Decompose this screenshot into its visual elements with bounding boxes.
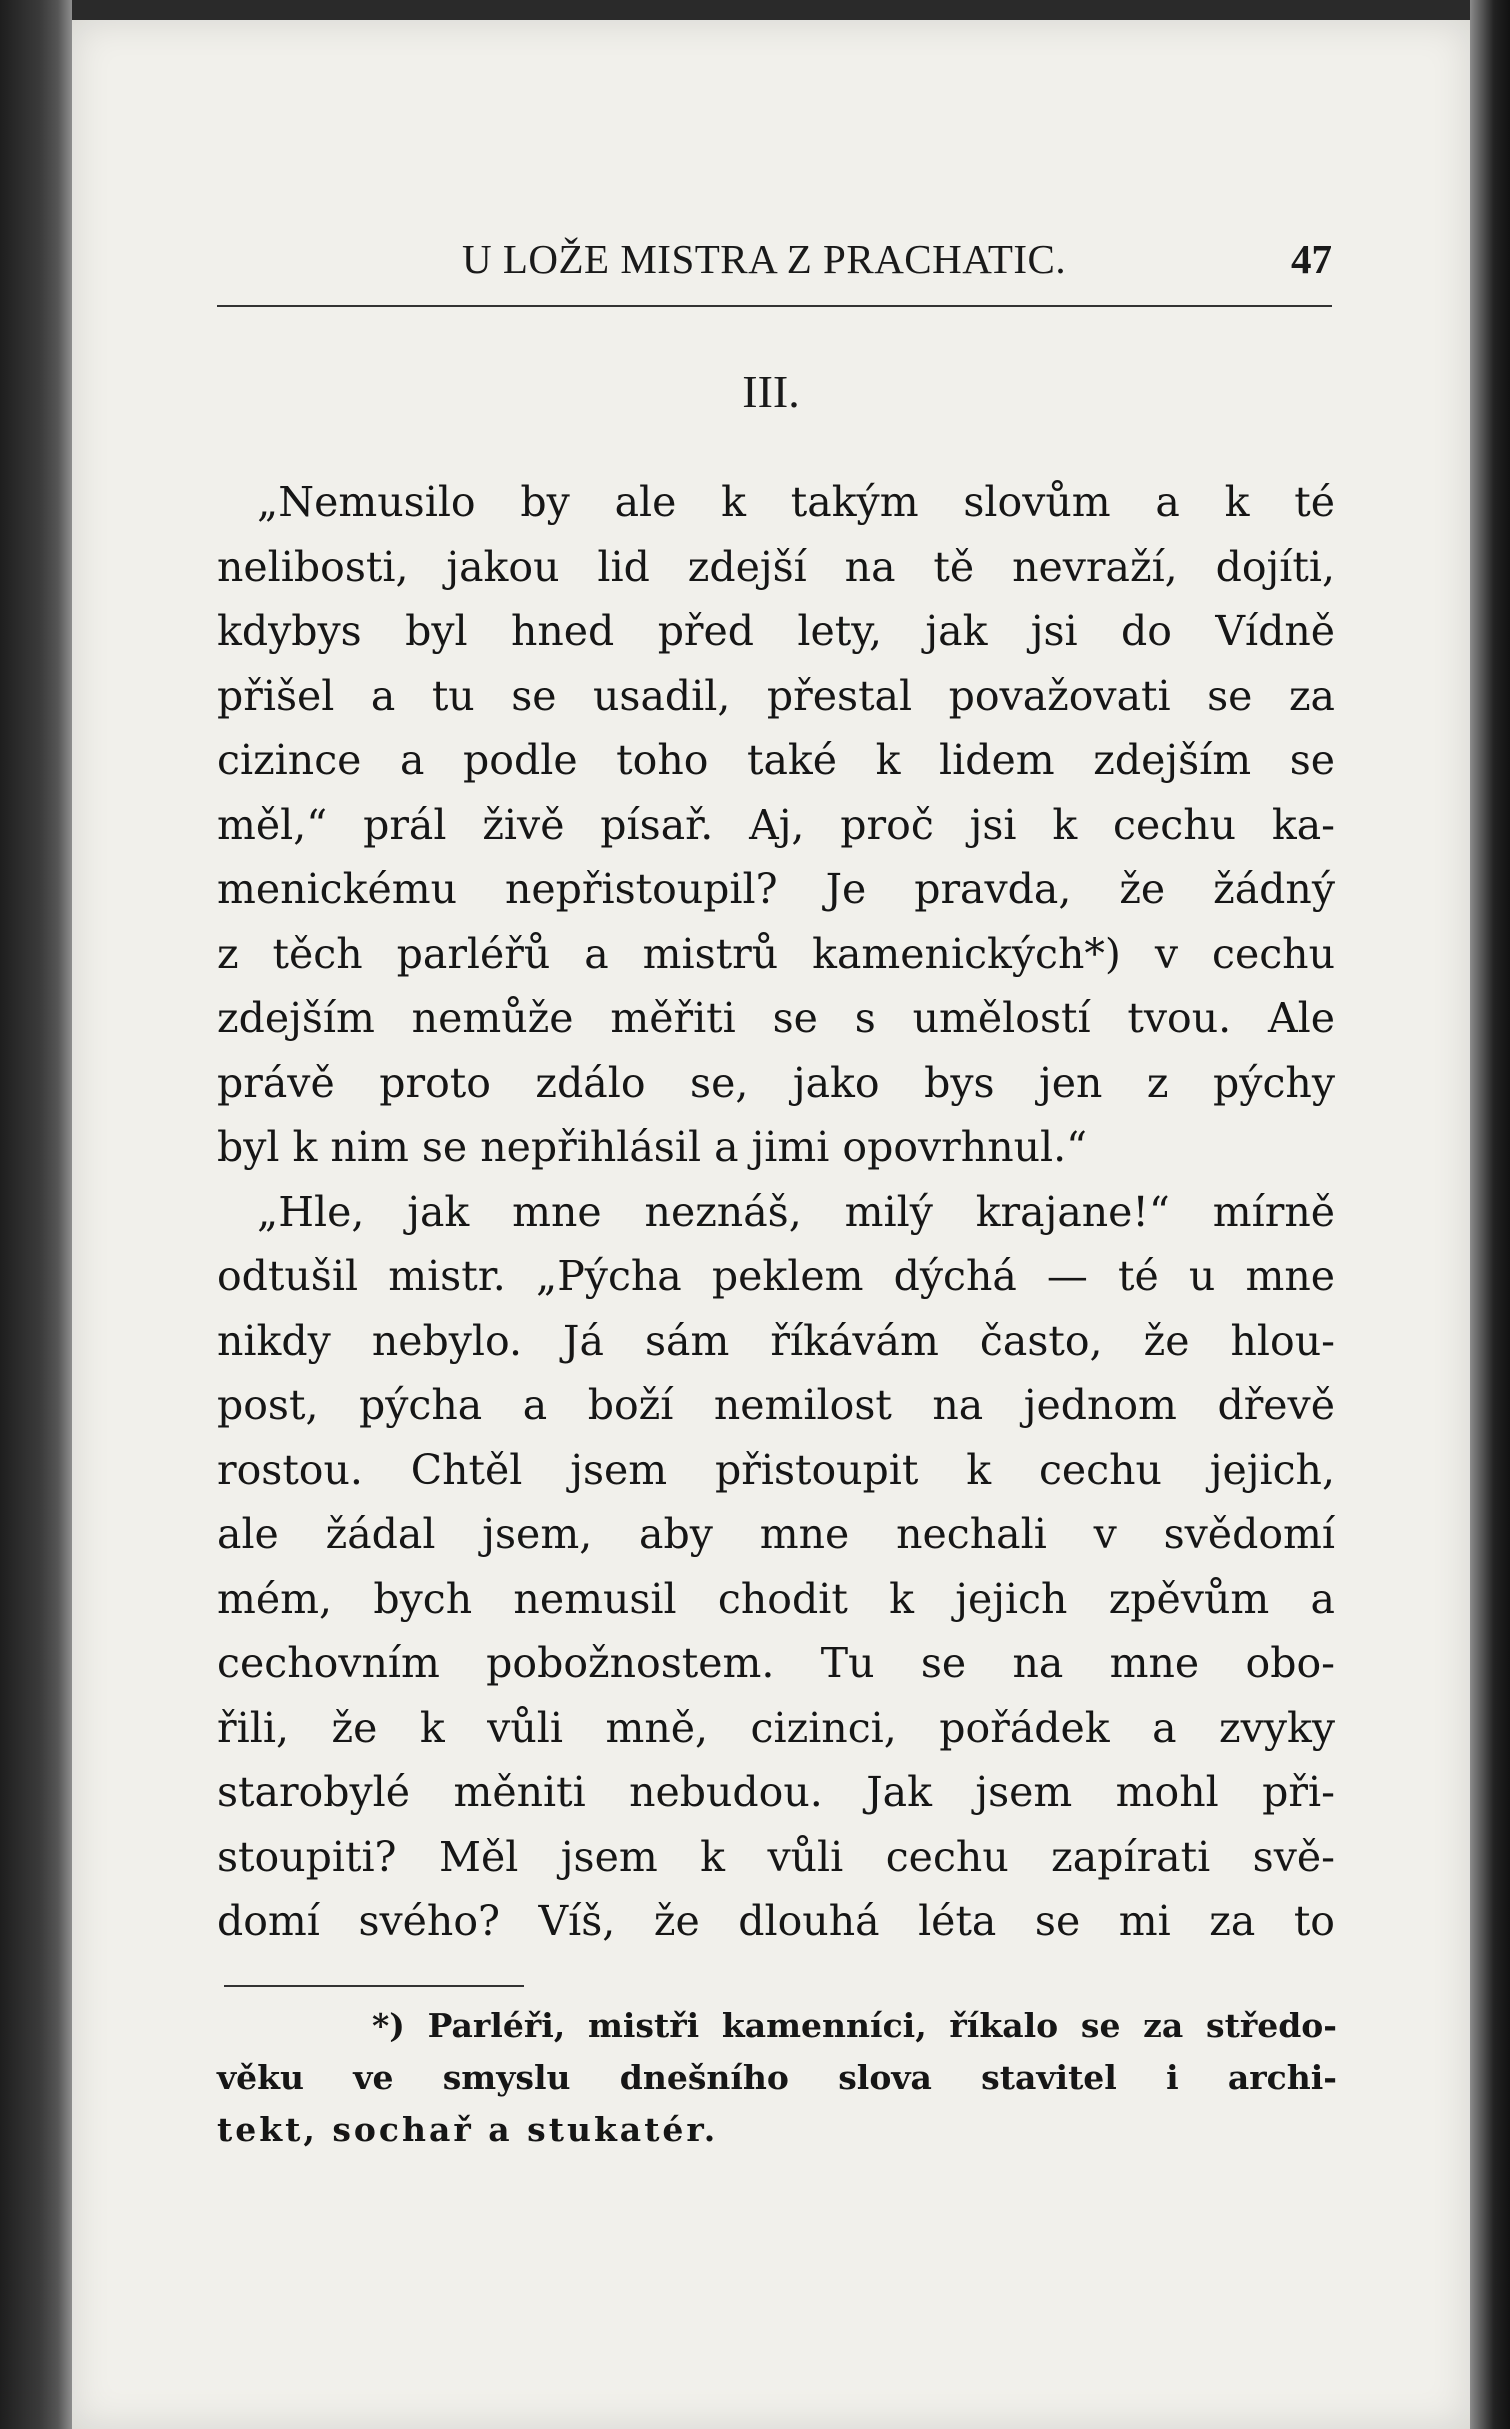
text-line: zdejším nemůže měřiti se s umělostí tvou. Ale xyxy=(217,994,1335,1042)
footnote-line: *) Parléři, mistři kamenníci, říkalo se za středo- xyxy=(372,2006,1337,2045)
text-line: „Nemusilo by ale k takým slovům a k té xyxy=(257,478,1335,526)
text-line: nikdy nebylo. Já sám říkávám často, že hlou- xyxy=(217,1316,1335,1365)
text-line: stoupiti? Měl jsem k vůli cechu zapírati svě- xyxy=(217,1832,1335,1881)
text-line: právě proto zdálo se, jako bys jen z pýchy xyxy=(217,1058,1335,1107)
text-line: starobylé měniti nebudou. Jak jsem mohl při- xyxy=(217,1768,1335,1816)
running-head xyxy=(217,215,1332,307)
text-line: domí svého? Víš, že dlouhá léta se mi za to xyxy=(217,1897,1335,1945)
book-page xyxy=(72,20,1470,2429)
text-line: ale žádal jsem, aby mne nechali v svědomí xyxy=(217,1510,1335,1558)
text-line: menickému nepřistoupil? Je pravda, že žádný xyxy=(217,865,1335,913)
footnote xyxy=(217,2000,1337,2156)
chapter-heading: III. xyxy=(742,366,800,417)
text-line: byl k nim se nepřihlásil a jimi opovrhnul.“ xyxy=(217,1123,1088,1171)
text-line: rostou. Chtěl jsem přistoupit k cechu jejich, xyxy=(217,1445,1335,1494)
text-line: z těch parléřů a mistrů kamenických*) v cechu xyxy=(217,929,1335,978)
text-line: přišel a tu se usadil, přestal považovati se za xyxy=(217,671,1335,720)
text-line: měl,“ prál živě písař. Aj, proč jsi k cechu ka- xyxy=(217,800,1335,849)
scan-right-edge xyxy=(1470,0,1510,2429)
footnote-line: věku ve smyslu dnešního slova stavitel i archi- xyxy=(217,2058,1337,2097)
text-line: nelibosti, jakou lid zdejší na tě nevraží, dojíti, xyxy=(217,542,1335,591)
text-line: mém, bych nemusil chodit k jejich zpěvům a xyxy=(217,1574,1335,1623)
text-line: cechovním pobožnostem. Tu se na mne obo- xyxy=(217,1639,1335,1687)
text-line: odtušil mistr. „Pýcha peklem dýchá — té u mne xyxy=(217,1252,1335,1300)
page-number: 47 xyxy=(1291,236,1332,282)
text-line: „Hle, jak mne neznáš, milý krajane!“ mírně xyxy=(257,1187,1335,1236)
body-text xyxy=(217,470,1335,1954)
text-line: kdybys byl hned před lety, jak jsi do Vídně xyxy=(217,607,1335,655)
text-line: řili, že k vůli mně, cizinci, pořádek a zvyky xyxy=(217,1703,1335,1752)
scan-left-edge xyxy=(0,0,72,2429)
text-line: cizince a podle toho také k lidem zdejším se xyxy=(217,736,1335,784)
running-head-title: U LOŽE MISTRA Z PRACHATIC. xyxy=(462,236,1067,282)
text-line: post, pýcha a boží nemilost na jednom dřevě xyxy=(217,1381,1335,1429)
footnote-divider xyxy=(224,1985,524,1987)
footnote-line: tekt, sochař a stukatér. xyxy=(217,2110,719,2149)
